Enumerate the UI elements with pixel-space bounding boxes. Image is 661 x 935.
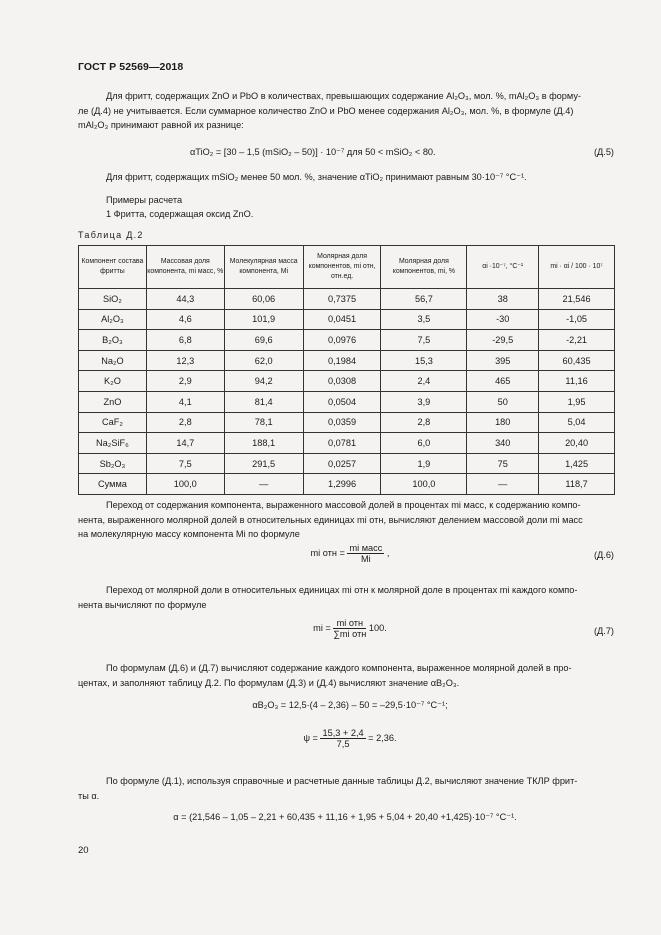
equation-tail: = 2,36. bbox=[368, 732, 397, 743]
fraction-denominator: Mi bbox=[361, 554, 371, 564]
table-cell: 4,1 bbox=[146, 391, 224, 412]
table-row bbox=[79, 412, 615, 433]
paragraph-line: mAl₂O₃ принимают равной их разнице: bbox=[78, 120, 244, 131]
equation-alpha-b2o3: αB₂O₃ = 12,5·(4 – 2,36) – 50 = –29,5·10⁻⁷ °С⁻¹; bbox=[252, 700, 448, 710]
paragraph-rel-to-pct bbox=[78, 583, 615, 612]
table-cell: — bbox=[467, 474, 539, 495]
paragraph-mass-to-molar bbox=[78, 498, 615, 542]
paragraph-zno-pbo bbox=[78, 89, 615, 133]
equation-number-d7: (Д.7) bbox=[593, 626, 614, 636]
fraction-numerator: mi масс bbox=[349, 543, 383, 553]
paragraph-line: По формулам (Д.6) и (Д.7) вычисляют содержание каждого компонента, выраженное молярной долей в про- bbox=[106, 663, 572, 673]
equation-d5: αTiO₂ = [30 – 1,5 (mSiO₂ – 50)] · 10⁻⁷ для 50 < mSiO₂ < 80. bbox=[190, 147, 436, 157]
table-cell: CaF₂ bbox=[79, 412, 147, 433]
table-cell: 188,1 bbox=[224, 433, 303, 454]
table-cell: 2,8 bbox=[381, 412, 467, 433]
table-cell: 395 bbox=[467, 350, 539, 371]
table-cell: 180 bbox=[467, 412, 539, 433]
equation-d6 bbox=[290, 543, 410, 564]
table-cell: 101,9 bbox=[224, 309, 303, 330]
table-header-row bbox=[79, 246, 615, 289]
equation-tail: , bbox=[386, 547, 390, 558]
equation-fraction bbox=[320, 728, 365, 749]
table-row bbox=[79, 371, 615, 392]
table-cell: 60,06 bbox=[224, 289, 303, 310]
table-cell: 1,95 bbox=[539, 391, 615, 412]
table-cell: 69,6 bbox=[224, 330, 303, 351]
paragraph-line: нента, выраженного молярной долей в относительных единицах mi отн, вычисляют делением массовой доли mi масс bbox=[78, 514, 583, 525]
table-cell: 118,7 bbox=[539, 474, 615, 495]
table-cell: 44,3 bbox=[146, 289, 224, 310]
equation-lhs: ψ = bbox=[303, 732, 318, 743]
paragraph-sio2: Для фритт, содержащих mSiO₂ менее 50 мол. %, значение αTiO₂ принимают равным 30·10⁻⁷ °С⁻¹. bbox=[106, 172, 527, 182]
table-cell: 5,04 bbox=[539, 412, 615, 433]
table-cell: B₂O₃ bbox=[79, 330, 147, 351]
table-cell: 0,0504 bbox=[303, 391, 381, 412]
paragraph-line: ле (Д.4) не учитывается. Если суммарное количество ZnO и PbO менее содержания Al₂O₃, мол. %, в формуле (Д.4) bbox=[78, 105, 574, 116]
table-cell: 62,0 bbox=[224, 350, 303, 371]
table-cell: 0,0257 bbox=[303, 453, 381, 474]
table-cell: 6,0 bbox=[381, 433, 467, 454]
table-cell: Na₂SiF₆ bbox=[79, 433, 147, 454]
fraction-numerator: 15,3 + 2,4 bbox=[322, 728, 364, 738]
equation-lhs: mi отн = bbox=[310, 547, 345, 558]
table-cell: 0,0451 bbox=[303, 309, 381, 330]
table-cell: 1,425 bbox=[539, 453, 615, 474]
table-cell: 2,9 bbox=[146, 371, 224, 392]
table-cell: Al₂O₃ bbox=[79, 309, 147, 330]
table-cell: -2,21 bbox=[539, 330, 615, 351]
table-cell: Sb₂O₃ bbox=[79, 453, 147, 474]
table-cell: Сумма bbox=[79, 474, 147, 495]
table-cell: 7,5 bbox=[146, 453, 224, 474]
table-cell: 340 bbox=[467, 433, 539, 454]
table-cell: 2,4 bbox=[381, 371, 467, 392]
table-cell: 465 bbox=[467, 371, 539, 392]
table-cell: 78,1 bbox=[224, 412, 303, 433]
table-row bbox=[79, 433, 615, 454]
paragraph-line: По формуле (Д.1), используя справочные и расчетные данные таблицы Д.2, вычисляют значение ТКЛР фрит- bbox=[106, 776, 578, 786]
header-component: Компонент состава фритты bbox=[79, 246, 147, 289]
table-cell: 0,0781 bbox=[303, 433, 381, 454]
table-cell: Na₂O bbox=[79, 350, 147, 371]
equation-lhs: mi = bbox=[313, 622, 331, 633]
paragraph-line: Переход от содержания компонента, выраженного массовой долей в процентах mi масс, к содержанию компо- bbox=[106, 500, 581, 510]
equation-alpha-total: α = (21,546 – 1,05 – 2,21 + 60,435 + 11,16 + 1,95 + 5,04 + 20,40 +1,425)·10⁻⁷ °С⁻¹. bbox=[173, 812, 517, 822]
table-cell: 4,6 bbox=[146, 309, 224, 330]
header-molecular-mass: Молекулярная масса компонента, Mi bbox=[224, 246, 303, 289]
table-cell: 100,0 bbox=[146, 474, 224, 495]
paragraph-line: Переход от молярной доли в относительных единицах mi отн к молярной доле в процентах mi каждого компо- bbox=[106, 585, 578, 595]
table-row bbox=[79, 391, 615, 412]
table-cell: SiO₂ bbox=[79, 289, 147, 310]
table-cell: 1,2996 bbox=[303, 474, 381, 495]
table-cell: -29,5 bbox=[467, 330, 539, 351]
table-cell: — bbox=[224, 474, 303, 495]
fraction-denominator: 7,5 bbox=[336, 739, 350, 749]
table-cell: ZnO bbox=[79, 391, 147, 412]
equation-number-d5: (Д.5) bbox=[593, 147, 614, 157]
table-cell: K₂O bbox=[79, 371, 147, 392]
table-cell: 0,7375 bbox=[303, 289, 381, 310]
table-cell: 38 bbox=[467, 289, 539, 310]
table-cell: 100,0 bbox=[381, 474, 467, 495]
table-row bbox=[79, 330, 615, 351]
header-mass-fraction: Массовая доля компонента, mi масс, % bbox=[146, 246, 224, 289]
table-cell: 60,435 bbox=[539, 350, 615, 371]
table-cell: 0,0359 bbox=[303, 412, 381, 433]
table-cell: 6,8 bbox=[146, 330, 224, 351]
table-cell: 0,1984 bbox=[303, 350, 381, 371]
fraction-numerator: mi отн bbox=[333, 618, 366, 629]
header-alpha: αi ·10⁻⁷, °С⁻¹ bbox=[467, 246, 539, 289]
table-cell: -30 bbox=[467, 309, 539, 330]
header-product: mi · αi / 100 · 10⁷ bbox=[539, 246, 615, 289]
table-row bbox=[79, 350, 615, 371]
table-cell: 56,7 bbox=[381, 289, 467, 310]
table-cell: 3,9 bbox=[381, 391, 467, 412]
table-cell: 94,2 bbox=[224, 371, 303, 392]
table-cell: 21,546 bbox=[539, 289, 615, 310]
header-molar-fraction-pct: Молярная доля компонентов, mi, % bbox=[381, 246, 467, 289]
table-cell: 0,0308 bbox=[303, 371, 381, 392]
table-cell: 1,9 bbox=[381, 453, 467, 474]
equation-psi bbox=[280, 728, 420, 749]
table-row bbox=[79, 309, 615, 330]
table-row bbox=[79, 474, 615, 495]
paragraph-line: нента вычисляют по формуле bbox=[78, 599, 207, 610]
table-cell: 0,0976 bbox=[303, 330, 381, 351]
table-cell: 291,5 bbox=[224, 453, 303, 474]
examples-heading: Примеры расчета bbox=[106, 195, 183, 205]
paragraph-line: Для фритт, содержащих ZnO и PbO в количествах, превышающих содержание Al₂O₃, мол. %, mAl₂O₃ в форму- bbox=[106, 91, 581, 101]
paragraph-tklr bbox=[78, 774, 615, 803]
table-cell: 81,4 bbox=[224, 391, 303, 412]
equation-fraction bbox=[347, 543, 384, 564]
paragraph-line: центах, и заполняют таблицу Д.2. По формулам (Д.3) и (Д.4) вычисляют значение αB₂O₃. bbox=[78, 677, 460, 688]
page-number: 20 bbox=[78, 845, 89, 856]
table-row bbox=[79, 289, 615, 310]
equation-number-d6: (Д.6) bbox=[593, 550, 614, 560]
table-cell: 14,7 bbox=[146, 433, 224, 454]
table-caption: Таблица Д.2 bbox=[78, 230, 144, 240]
table-cell: 15,3 bbox=[381, 350, 467, 371]
table-cell: 50 bbox=[467, 391, 539, 412]
table-row bbox=[79, 453, 615, 474]
paragraph-fill-table bbox=[78, 661, 615, 690]
fraction-denominator: ∑mi отн bbox=[333, 629, 367, 639]
document-header: ГОСТ Р 52569—2018 bbox=[78, 61, 184, 73]
composition-table bbox=[78, 245, 615, 495]
table-cell: 75 bbox=[467, 453, 539, 474]
table-cell: 11,16 bbox=[539, 371, 615, 392]
table-cell: 2,8 bbox=[146, 412, 224, 433]
paragraph-line: ты α. bbox=[78, 790, 100, 801]
table-cell: 7,5 bbox=[381, 330, 467, 351]
equation-fraction bbox=[333, 618, 366, 639]
table-cell: -1,05 bbox=[539, 309, 615, 330]
header-molar-fraction-rel: Молярная доля компонентов, mi отн, отн.ед. bbox=[303, 246, 381, 289]
equation-tail: 100. bbox=[368, 622, 387, 633]
equation-d7 bbox=[290, 618, 410, 639]
example-1: 1 Фритта, содержащая оксид ZnO. bbox=[106, 209, 254, 219]
table-cell: 12,3 bbox=[146, 350, 224, 371]
table-cell: 20,40 bbox=[539, 433, 615, 454]
paragraph-line: на молекулярную массу компонента Mi по формуле bbox=[78, 529, 300, 540]
table-cell: 3,5 bbox=[381, 309, 467, 330]
